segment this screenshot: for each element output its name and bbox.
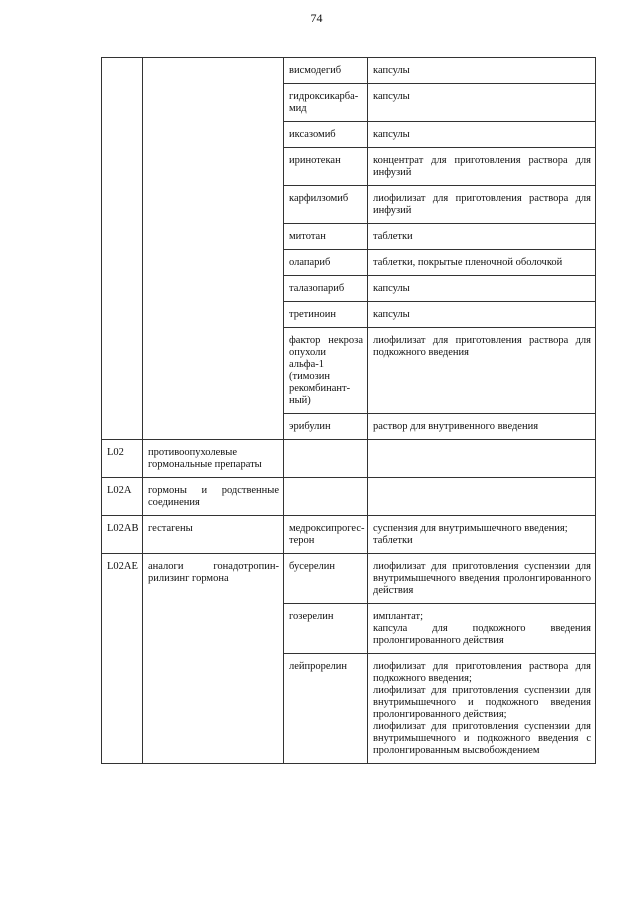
drug-name-cell: бусерелин — [284, 554, 368, 604]
dosage-form: капсулы — [373, 283, 410, 294]
table-row — [102, 478, 596, 516]
dosage-form-cell — [368, 302, 596, 328]
group-name-cell — [143, 58, 284, 440]
dosage-form: капсула для подкожного введения пролонгированного действия — [373, 623, 591, 646]
drug-name-cell: иксазомиб — [284, 122, 368, 148]
dosage-form-cell — [368, 276, 596, 302]
dosage-form: суспензия для внутримышечного введения; — [373, 523, 568, 534]
dosage-form-cell — [368, 122, 596, 148]
drug-name-cell: олапариб — [284, 250, 368, 276]
dosage-form-cell — [368, 328, 596, 414]
drug-name-cell: медроксипрогес-терон — [284, 516, 368, 554]
atc-code-cell: L02AB — [102, 516, 143, 554]
drug-name-cell: эрибулин — [284, 414, 368, 440]
dosage-form: лиофилизат для приготовления раствора для подкожного введения; — [373, 661, 591, 684]
atc-code-cell: L02AE — [102, 554, 143, 764]
atc-code-cell: L02 — [102, 440, 143, 478]
drug-name-cell: гидроксикарба-мид — [284, 84, 368, 122]
dosage-form-cell — [368, 414, 596, 440]
dosage-form-cell — [368, 654, 596, 764]
drug-name-cell: висмодегиб — [284, 58, 368, 84]
group-name-cell: аналоги гонадотропин-рилизинг гормона — [143, 554, 284, 764]
drug-name-cell: иринотекан — [284, 148, 368, 186]
dosage-form-cell — [368, 478, 596, 516]
dosage-form: капсулы — [373, 91, 410, 102]
dosage-form: лиофилизат для приготовления суспензии для внутримышечного и подкожного введения с пролонгированным высвобождением — [373, 721, 591, 756]
dosage-form: раствор для внутривенного введения — [373, 421, 539, 432]
dosage-form: имплантат; — [373, 611, 424, 622]
drug-name-cell — [284, 478, 368, 516]
drug-name-cell: карфилзомиб — [284, 186, 368, 224]
dosage-form: лиофилизат для приготовления раствора для инфузий — [373, 193, 591, 216]
dosage-form-cell — [368, 516, 596, 554]
drug-name-cell: лейпрорелин — [284, 654, 368, 764]
dosage-form: таблетки, покрытые пленочной оболочкой — [373, 257, 563, 268]
group-name-cell: гормоны и родственные соединения — [143, 478, 284, 516]
dosage-form: таблетки — [373, 535, 413, 546]
table-row — [102, 554, 596, 604]
atc-code-cell: L02A — [102, 478, 143, 516]
drug-name-cell: третиноин — [284, 302, 368, 328]
drug-name-cell: талазопариб — [284, 276, 368, 302]
table-row — [102, 440, 596, 478]
drug-list-table — [101, 57, 596, 764]
dosage-form: концентрат для приготовления раствора для инфузий — [373, 155, 591, 178]
group-name-cell: гестагены — [143, 516, 284, 554]
drug-name-cell: митотан — [284, 224, 368, 250]
dosage-form: лиофилизат для приготовления суспензии для внутримышечного и подкожного введения пролонгированного действия; — [373, 685, 591, 720]
dosage-form-cell — [368, 224, 596, 250]
dosage-form: капсулы — [373, 129, 410, 140]
dosage-form-cell — [368, 186, 596, 224]
group-name-cell: противоопухолевые гормональные препараты — [143, 440, 284, 478]
table-row — [102, 516, 596, 554]
dosage-form-cell — [368, 148, 596, 186]
dosage-form-cell — [368, 250, 596, 276]
dosage-form-cell — [368, 58, 596, 84]
dosage-form: лиофилизат для приготовления суспензии для внутримышечного введения пролонгированного действия — [373, 561, 591, 596]
drug-name-cell: гозерелин — [284, 604, 368, 654]
dosage-form: таблетки — [373, 231, 413, 242]
page-number: 74 — [310, 11, 323, 25]
dosage-form-cell — [368, 604, 596, 654]
table-row — [102, 58, 596, 84]
drug-name-cell: фактор некроза опухоли альфа-1 (тимозин рекомбинант-ный) — [284, 328, 368, 414]
dosage-form: лиофилизат для приготовления раствора для подкожного введения — [373, 335, 591, 358]
dosage-form: капсулы — [373, 65, 410, 76]
dosage-form-cell — [368, 554, 596, 604]
dosage-form: капсулы — [373, 309, 410, 320]
atc-code-cell — [102, 58, 143, 440]
dosage-form-cell — [368, 440, 596, 478]
dosage-form-cell — [368, 84, 596, 122]
drug-name-cell — [284, 440, 368, 478]
